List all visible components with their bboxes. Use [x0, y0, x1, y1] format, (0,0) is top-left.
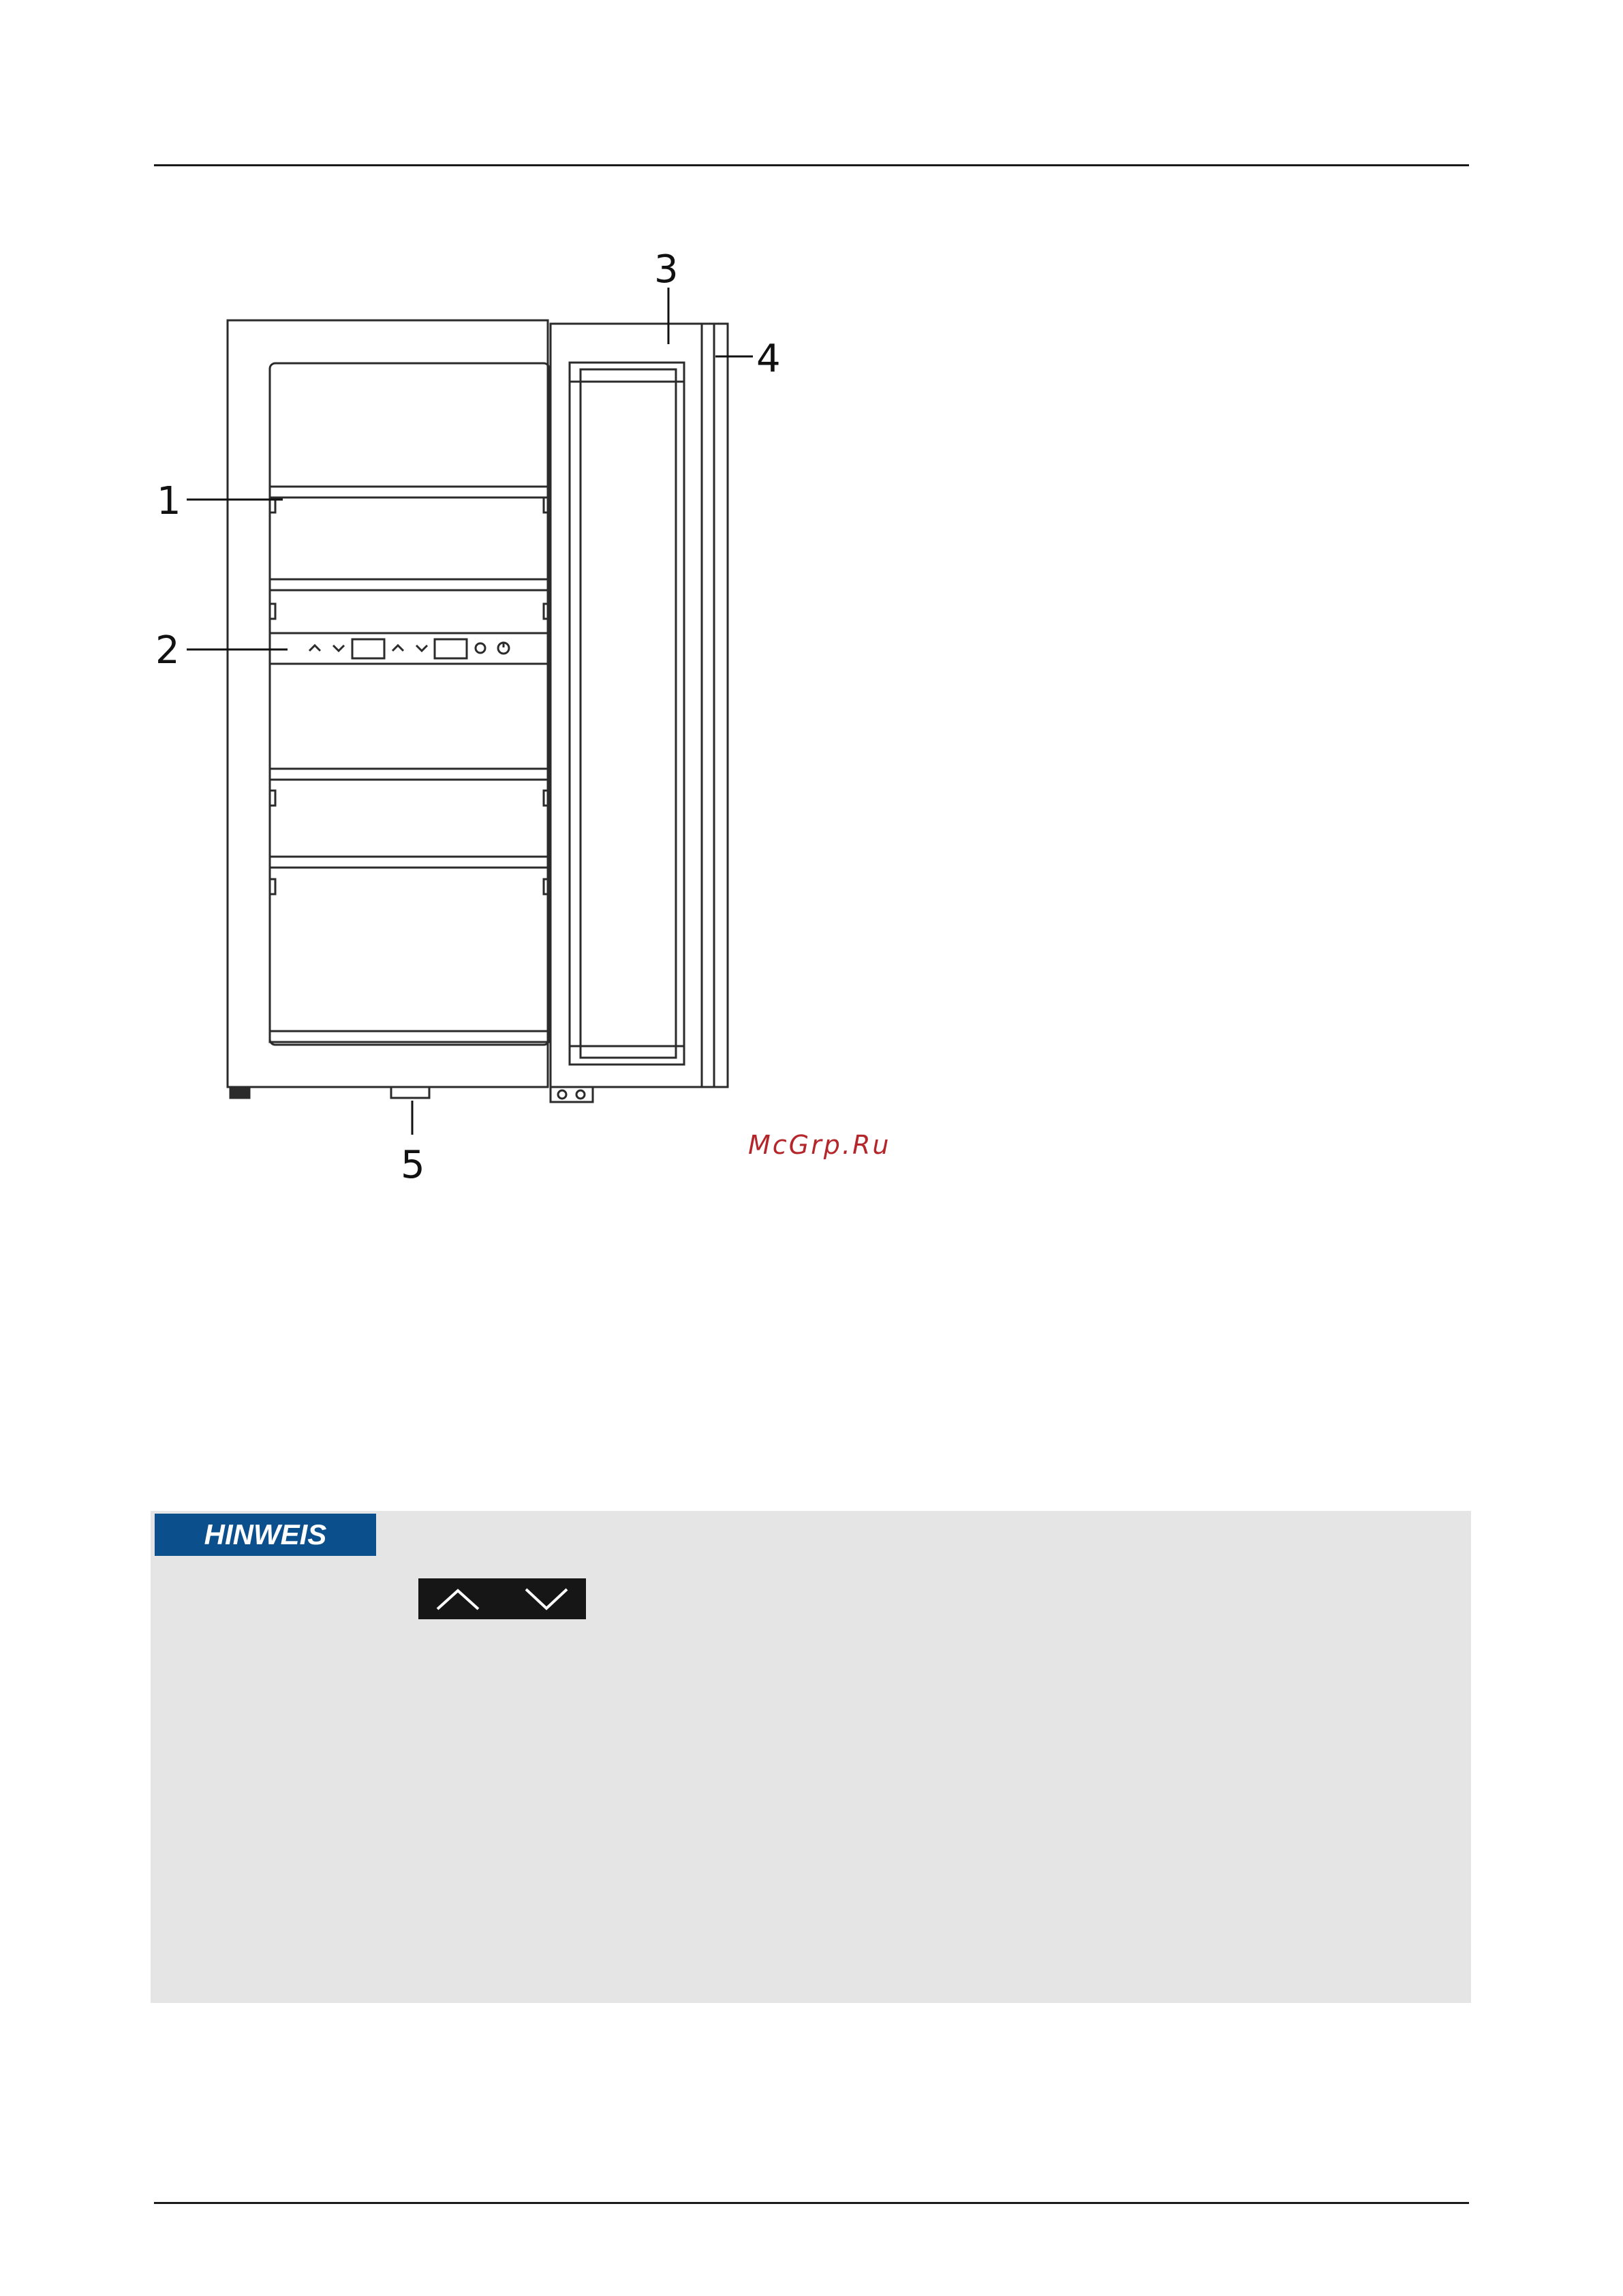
shelf — [270, 857, 549, 868]
header-rule — [154, 164, 1469, 166]
callout-1: 1 — [157, 479, 181, 523]
door-hinge — [551, 1087, 593, 1102]
watermark: McGrp.Ru — [748, 1130, 891, 1160]
temp-display — [435, 639, 467, 658]
shelf — [270, 769, 549, 780]
callout-2: 2 — [155, 628, 180, 673]
ventilation-grille — [391, 1087, 429, 1098]
wine-cooler-diagram — [143, 239, 790, 1193]
callout-4: 4 — [756, 337, 781, 381]
door — [551, 324, 702, 1087]
shelf — [270, 579, 549, 590]
door-glass — [570, 363, 684, 1065]
shelf — [270, 1031, 549, 1042]
callout-3: 3 — [654, 247, 679, 292]
note-label: HINWEIS — [155, 1514, 376, 1556]
foot — [230, 1087, 249, 1098]
shelf — [270, 487, 549, 498]
chevron-up-icon — [424, 1578, 492, 1619]
chevron-down-icon — [512, 1578, 581, 1619]
note-box — [151, 1511, 1471, 2003]
cabinet-interior — [270, 363, 549, 1045]
arrow-keys-icon — [418, 1578, 586, 1619]
temp-display — [352, 639, 384, 658]
footer-rule — [154, 2202, 1469, 2204]
cabinet-body — [228, 320, 548, 1087]
callout-5: 5 — [401, 1143, 425, 1187]
